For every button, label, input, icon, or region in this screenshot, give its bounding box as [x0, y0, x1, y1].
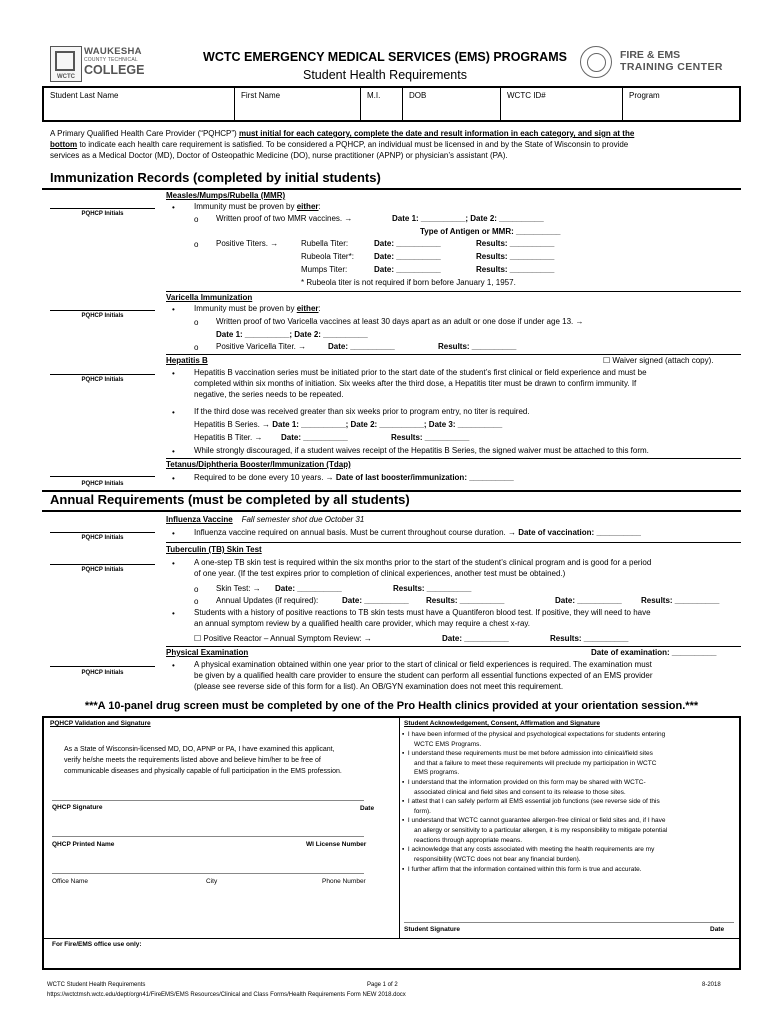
office-use-label: For Fire/EMS office use only: [52, 941, 142, 948]
fire-ems-logo [580, 44, 740, 84]
mmr-initials-label: PQHCP Initials [81, 211, 124, 217]
varicella-initials-label: PQHCP Initials [81, 313, 124, 319]
tb-reactor-checkbox[interactable]: ☐ Positive Reactor – Annual Symptom Review: → [194, 634, 372, 643]
hepb-titer-results[interactable]: Results: __________ [391, 433, 470, 442]
tdap-bullet: Required to be done every 10 years. → Date of last booster/immunization: __________ [194, 473, 514, 482]
hepb-initials-label: PQHCP Initials [81, 377, 124, 383]
varicella-heading: Varicella Immunization [166, 293, 253, 302]
flu-initials-label: PQHCP Initials [81, 535, 124, 541]
hepb-heading: Hepatitis B [166, 356, 208, 365]
tb-skin-test: Skin Test: → [216, 584, 261, 593]
form-subtitle: Student Health Requirements [303, 68, 467, 82]
varicella-bullet: Immunity must be proven by either: [194, 304, 321, 313]
college-name-line1: WAUKESHA [84, 46, 142, 57]
tdap-heading: Tetanus/Diphtheria Booster/Immunization (Tdap) [166, 460, 351, 469]
form-title: WCTC EMERGENCY MEDICAL SERVICES (EMS) PROGRAMS [203, 50, 567, 64]
varicella-written-proof: Written proof of two Varicella vaccines at least 30 days apart as an adult or one dose if under age 13. → [216, 317, 584, 326]
validation-heading: PQHCP Validation and Signature [50, 720, 151, 727]
ack-list: ▪ I have been informed of the physical and psychological expectations for students entering WCTC EMS Programs. ▪ I understand these requirements must be met before admission into clinical/field sites and that a failure to meet these requirements will preclude my participation in WCTC EMS programs. ▪ I understand that the information provided on this form may be shared with WCTC- associated clinical and field sites and consent to its release to those sites. ▪ I attest that I can safely perform all EMS essential job functions (see reverse side of this form). ▪ I understand that WCTC cannot guarantee allergen-free clinical or field sites and, if I have an allergy or sensitivity to a particular allergen, it is my responsibility to mitigate potential reactions through appropriate means. ▪ I acknowledge that any costs associated with meeting the health requirements are my responsibility (WCTC does not bear any financial burden). ▪ I further affirm that the information contained within this form is true and accurate. [402, 731, 668, 873]
hepb-titer: Hepatitis B Titer. → [194, 433, 263, 442]
wctc-id-field[interactable]: WCTC ID# [500, 88, 622, 120]
mumps-results[interactable]: Results: __________ [476, 265, 555, 274]
student-id-row [42, 86, 741, 122]
tb-annual-date-1[interactable]: Date: __________ [342, 596, 409, 605]
center-name-line1: FIRE & EMS [620, 49, 681, 61]
flu-heading: Influenza Vaccine Fall semester shot due October 31 [166, 515, 365, 524]
ack-heading: Student Acknowledgement, Consent, Affirmation and Signature [404, 720, 600, 727]
rubella-titer-label: Rubella Titer: [301, 239, 349, 248]
center-name-line2: TRAINING CENTER [620, 60, 723, 73]
hepb-bullet-3: While strongly discouraged, if a student waives receipt of the Hepatitis B Series, the signed waiver must be attached to this form. [194, 446, 649, 455]
footer-doc-title: WCTC Student Health Requirements [47, 982, 146, 988]
tb-annual-updates: Annual Updates (if required): [216, 596, 319, 605]
tb-heading: Tuberculin (TB) Skin Test [166, 545, 262, 554]
tb-annual-results-1[interactable]: Results: __________ [426, 596, 505, 605]
tb-annual-date-2[interactable]: Date: __________ [555, 596, 622, 605]
mmr-written-proof: Written proof of two MMR vaccines. → [216, 214, 353, 223]
flu-bullet: Influenza vaccine required on annual basis. Must be current throughout course duration. → Date of vaccination: __________ [194, 528, 641, 537]
annual-title: Annual Requirements (must be completed by all students) [50, 492, 410, 507]
mmr-bullet: Immunity must be proven by either: [194, 202, 321, 211]
rubeola-titer-label: Rubeola Titer*: [301, 252, 354, 261]
first-name-field[interactable]: First Name [234, 88, 360, 120]
fire-seal-icon [580, 46, 612, 78]
rubella-date[interactable]: Date: __________ [374, 239, 441, 248]
last-name-field[interactable]: Student Last Name [50, 91, 119, 100]
pe-heading: Physical Examination [166, 648, 249, 657]
tdap-initials-line[interactable] [50, 476, 155, 477]
tb-annual-results-2[interactable]: Results: __________ [641, 596, 720, 605]
varicella-titer-date[interactable]: Date: __________ [328, 342, 395, 351]
student-signature-line[interactable] [404, 922, 734, 923]
tb-bullet-1: A one-step TB skin test is required within the six months prior to the start of the student’s clinical program and is good for a period of one year. (If the test expires prior to completion of clinical experiences, another test must be obtained.) [194, 558, 652, 578]
hepb-bullet-1: Hepatitis B vaccination series must be initiated prior to the start date of the student’s first clinical or field experience and must be completed within six months of initiation. Six weeks after the third dose, a Hepatitis titer must be drawn to confirm immunity. If negative, the series needs to be repeated. [194, 368, 647, 399]
qhcp-printed-name-line[interactable] [52, 836, 364, 837]
varicella-initials-line[interactable] [50, 310, 155, 311]
hepb-series: Hepatitis B Series. → Date 1: __________; Date 2: __________; Date 3: __________ [194, 420, 503, 429]
varicella-titer-results[interactable]: Results: __________ [438, 342, 517, 351]
mmr-positive-titers: Positive Titers. → [216, 239, 279, 248]
tb-bullet-2: Students with a history of positive reactions to TB skin tests must have a Quantiferon blood test. If positive, they will need to have an annual symptom review by a qualified health care provider, which may require a chest x-ray. [194, 608, 651, 628]
intro-paragraph: A Primary Qualified Health Care Provider (“PQHCP”) must initial for each category, complete the date and result information in each category, and sign at the bottom to indicate each health care requirement is satisfied. To be considered a PQHCP, an individual must be licensed in and by the State of Wisconsin to provide services as a Medical Doctor (MD), Doctor of Osteopathic Medicine (DO), nurse practitioner (APNP) or physician’s assistant (PA). [50, 129, 635, 160]
rubeola-note: * Rubeola titer is not required if born before January 1, 1957. [301, 278, 516, 287]
hepb-waiver-checkbox[interactable]: ☐ Waiver signed (attach copy). [603, 356, 714, 365]
tb-skin-date[interactable]: Date: __________ [275, 584, 342, 593]
program-field[interactable]: Program [622, 88, 739, 120]
mumps-date[interactable]: Date: __________ [374, 265, 441, 274]
mumps-titer-label: Mumps Titer: [301, 265, 348, 274]
varicella-titer: Positive Varicella Titer. → [216, 342, 307, 351]
validation-statement: As a State of Wisconsin-licensed MD, DO, APNP or PA, I have examined this applicant, verify he/she meets the requirements listed above and believe him/her to be free of communicable diseases and physically capable of full participation in the EMS profession. [64, 746, 342, 775]
college-name-line3: COLLEGE [84, 62, 145, 77]
rubeola-results[interactable]: Results: __________ [476, 252, 555, 261]
varicella-dates[interactable]: Date 1: __________; Date 2: __________ [216, 330, 368, 339]
hepb-initials-line[interactable] [50, 374, 155, 375]
mmr-initials-line[interactable] [50, 208, 155, 209]
flu-initials-line[interactable] [50, 532, 155, 533]
footer-page: Page 1 of 2 [367, 982, 398, 988]
tb-initials-label: PQHCP Initials [81, 567, 124, 573]
signature-box: PQHCP Validation and Signature As a State of Wisconsin-licensed MD, DO, APNP or PA, I have examined this applicant, verify he/she meets the requirements listed above and believe him/her to be free of communicable diseases and physically capable of full participation in the EMS profession. QHCP Signature Date QHCP Printed Name WI License Number Office Name City Phone Number Student Acknowledgement, Consent, Affirmation and Signature ▪ I have been informed of the physical and psychological expectations for students entering WCTC EMS Programs. ▪ I understand these requirements must be met before admission into clinical/field sites and that a failure to meet these requirements will preclude my participation in WCTC EMS programs. ▪ I understand that the information provided on this form may be shared with WCTC- associated clinical and field sites and consent to its release to those sites. ▪ I attest that I can safely perform all EMS essential job functions (see reverse side of this form). ▪ I understand that WCTC cannot guarantee allergen-free clinical or field sites and, if I have an allergy or sensitivity to a particular allergen, it is my responsibility to mitigate potential reactions through appropriate means. ▪ I acknowledge that any costs associated with meeting the health requirements are my responsibility (WCTC does not bear any financial burden). ▪ I further affirm that the information contained within this form is true and accurate. Student Signature Date For Fire/EMS office use only: [42, 716, 741, 970]
mmr-antigen-type[interactable]: Type of Antigen or MMR: __________ [420, 227, 561, 236]
qhcp-signature-line[interactable] [52, 800, 364, 801]
tb-reactor-results[interactable]: Results: __________ [550, 634, 629, 643]
tb-skin-results[interactable]: Results: __________ [393, 584, 472, 593]
section-rule [42, 510, 741, 512]
hepb-titer-date[interactable]: Date: __________ [281, 433, 348, 442]
rubeola-date[interactable]: Date: __________ [374, 252, 441, 261]
tdap-initials-label: PQHCP Initials [81, 481, 124, 487]
mmr-vaccine-dates[interactable]: Date 1: __________; Date 2: __________ [392, 214, 544, 223]
mmr-heading: Measles/Mumps/Rubella (MMR) [166, 191, 286, 200]
college-name-line2: COUNTY TECHNICAL [84, 56, 138, 63]
immunization-title: Immunization Records (completed by initial students) [50, 170, 381, 185]
section-rule [42, 188, 741, 190]
pe-date[interactable]: Date of examination: __________ [591, 648, 717, 657]
tb-reactor-date[interactable]: Date: __________ [442, 634, 509, 643]
tb-initials-line[interactable] [50, 564, 155, 565]
footer-path: https://wctctmsh.wctc.edu/dept/orgn41/FireEMS/EMS Resources/Clinical and Class Forms/Health Requirements Form NEW 2018.docx [47, 992, 406, 998]
rubella-results[interactable]: Results: __________ [476, 239, 555, 248]
office-info-line[interactable] [52, 873, 364, 874]
drug-screen-notice: ***A 10-panel drug screen must be completed by one of the Pro Health clinics provided at your orientation session.*** [84, 700, 699, 712]
mi-field[interactable]: M.I. [360, 88, 402, 120]
pe-bullet: A physical examination obtained within one year prior to the start of clinical or field experiences is required. The examination must be given by a qualified health care provider to ensure the student can perform all essential functions expected of an EMS provider (please see reverse side of this form for a list). An OB/GYN examination does not meet this requirement. [194, 660, 653, 691]
pe-initials-line[interactable] [50, 666, 155, 667]
hepb-bullet-2: If the third dose was received greater than six weeks prior to program entry, no titer is required. [194, 407, 530, 416]
pe-initials-label: PQHCP Initials [81, 670, 124, 676]
dob-field[interactable]: DOB [402, 88, 500, 120]
footer-date: 8-2018 [702, 982, 721, 988]
college-building-icon: WCTC [50, 46, 82, 82]
